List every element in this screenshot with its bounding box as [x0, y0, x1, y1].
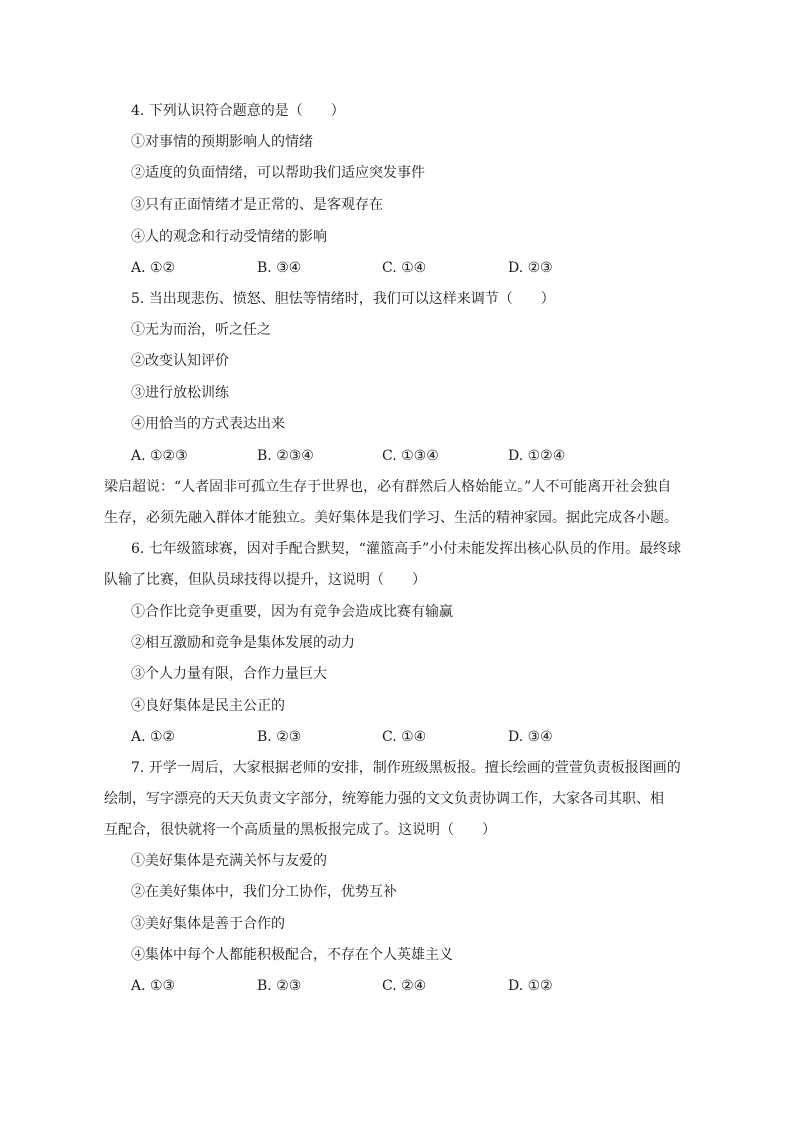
question-6-choice-c[interactable]: C. ①④: [382, 729, 427, 745]
question-4-choice-b[interactable]: B. ③④: [257, 260, 302, 276]
question-5-option-1: ①无为而治，听之任之: [131, 322, 271, 338]
question-5-choice-d[interactable]: D. ①②④: [508, 448, 566, 464]
question-5-option-4: ④用恰当的方式表达出来: [131, 416, 285, 432]
question-7-choice-b[interactable]: B. ②③: [257, 978, 302, 994]
question-6-option-2: ②相互激励和竞争是集体发展的动力: [131, 635, 355, 651]
question-5-option-2: ②改变认知评价: [131, 353, 229, 369]
question-6-stem-line-2: 队输了比赛，但队员球技得以提升，这说明（ ）: [104, 572, 426, 588]
question-5-option-3: ③进行放松训练: [131, 385, 229, 401]
question-4-choice-a[interactable]: A. ①②: [131, 260, 176, 276]
question-5-stem: 5. 当出现悲伤、愤怒、胆怯等情绪时，我们可以这样来调节（ ）: [131, 291, 555, 307]
question-5-choice-a[interactable]: A. ①②③: [131, 448, 188, 464]
question-6-choice-b[interactable]: B. ②③: [257, 729, 302, 745]
question-6-option-4: ④良好集体是民主公正的: [131, 698, 285, 714]
question-7-option-4: ④集体中每个人都能积极配合，不存在个人英雄主义: [131, 947, 453, 963]
question-6-choice-d[interactable]: D. ③④: [508, 729, 553, 745]
question-6-option-1: ①合作比竞争更重要，因为有竞争会造成比赛有输赢: [131, 604, 453, 620]
question-5-choice-c[interactable]: C. ①③④: [382, 448, 439, 464]
question-4-choice-d[interactable]: D. ②③: [508, 260, 553, 276]
passage-line-1: 梁启超说：“人者固非可孤立生存于世界也，必有群然后人格始能立。”人不可能离开社会独自: [104, 479, 672, 495]
question-4-option-4: ④人的观念和行动受情绪的影响: [131, 229, 327, 245]
question-7-choices: [131, 977, 691, 995]
question-5-choices: [131, 447, 691, 465]
question-7-choice-c[interactable]: C. ②④: [382, 978, 427, 994]
question-6-choice-a[interactable]: A. ①②: [131, 729, 176, 745]
question-5-choice-b[interactable]: B. ②③④: [257, 448, 314, 464]
question-7-stem-line-3: 互配合，很快就将一个高质量的黑板报完成了。这说明（ ）: [104, 822, 496, 838]
question-4-choices: [131, 259, 691, 277]
question-4-stem: 4. 下列认识符合题意的是（ ）: [131, 103, 345, 119]
question-4-choice-c[interactable]: C. ①④: [382, 260, 427, 276]
question-7-choice-a[interactable]: A. ①③: [131, 978, 176, 994]
passage-line-2: 生存，必须先融入群体才能独立。美好集体是我们学习、生活的精神家园。据此完成各小题。: [104, 510, 678, 526]
question-7-option-3: ③美好集体是善于合作的: [131, 916, 285, 932]
question-7-stem-line-2: 绘制，写字漂亮的天天负责文字部分，统筹能力强的文文负责协调工作，大家各司其职、相: [104, 791, 664, 807]
question-6-option-3: ③个人力量有限，合作力量巨大: [131, 666, 327, 682]
question-7-option-2: ②在美好集体中，我们分工协作，优势互补: [131, 884, 397, 900]
question-4-option-3: ③只有正面情绪才是正常的、是客观存在: [131, 197, 383, 213]
question-6-choices: [131, 728, 691, 746]
question-4-option-2: ②适度的负面情绪，可以帮助我们适应突发事件: [131, 165, 425, 181]
question-4-option-1: ①对事情的预期影响人的情绪: [131, 134, 313, 150]
question-6-stem-line-1: 6. 七年级篮球赛，因对手配合默契，“灌篮高手”小付未能发挥出核心队员的作用。最终球: [131, 541, 682, 557]
question-7-stem-line-1: 7. 开学一周后，大家根据老师的安排，制作班级黑板报。擅长绘画的萱萱负责板报图画的: [131, 760, 681, 776]
question-7-option-1: ①美好集体是充满关怀与友爱的: [131, 853, 327, 869]
question-7-choice-d[interactable]: D. ①②: [508, 978, 553, 994]
